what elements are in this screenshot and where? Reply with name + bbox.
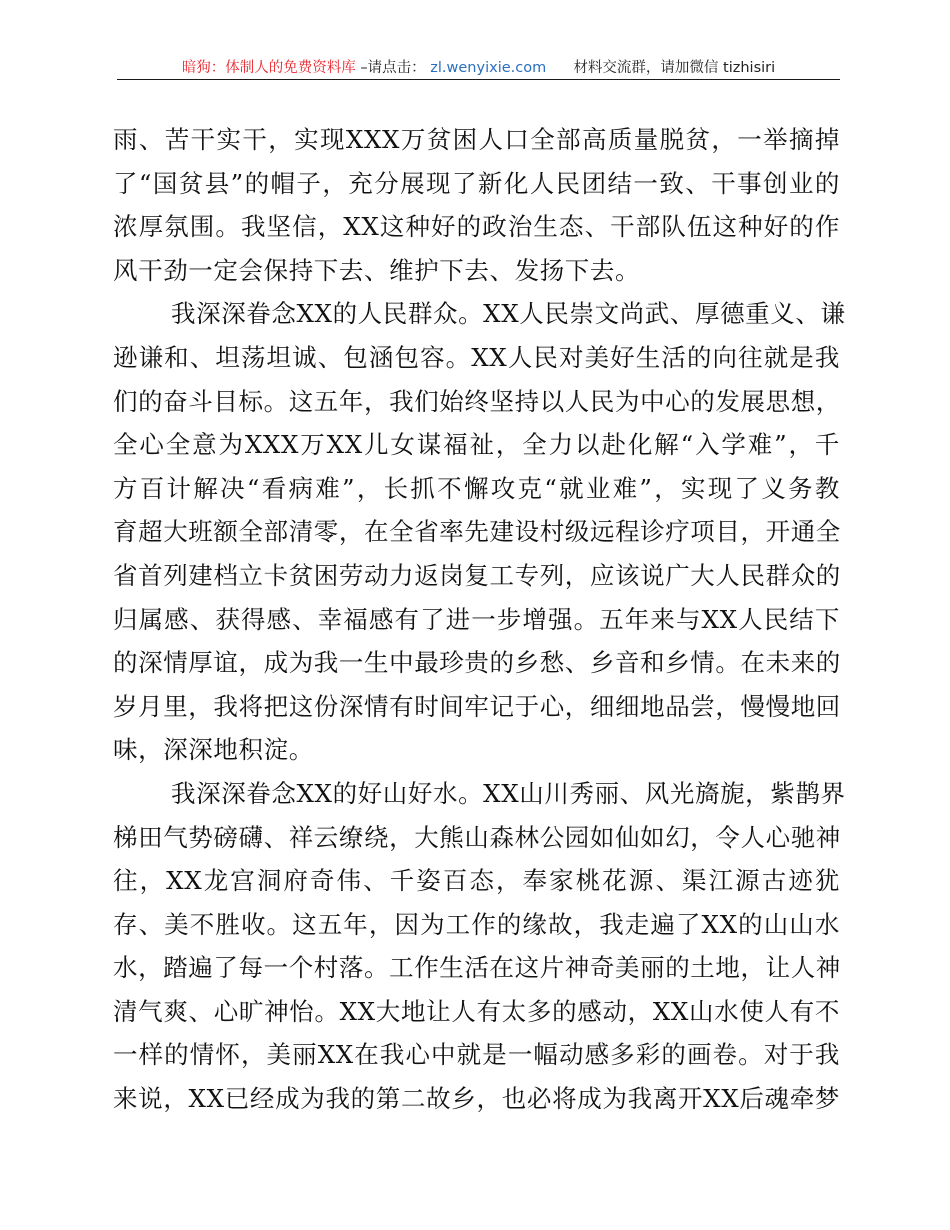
click-prompt-text: –请点击： bbox=[360, 60, 426, 76]
paragraph-first-line: 我深深眷念XX的人民群众。XX人民崇文尚武、厚德重义、谦 bbox=[171, 299, 846, 329]
text-line: 岁月里，我将把这份深情有时间牢记于心，细细地品尝，慢慢地回 bbox=[113, 691, 841, 721]
text-line: 存、美不胜收。这五年，因为工作的缘故，我走遍了XX的山山水 bbox=[113, 909, 840, 939]
text-line: 浓厚氛围。我坚信，XX这种好的政治生态、干部队伍这种好的作 bbox=[113, 212, 840, 242]
text-line: 的深情厚谊，成为我一生中最珍贵的乡愁、乡音和乡情。在未来的 bbox=[113, 648, 841, 678]
text-line: 清气爽、心旷神怡。XX大地让人有太多的感动，XX山水使人有不 bbox=[113, 996, 840, 1026]
text-line: 省首列建档立卡贫困劳动力返岗复工专列，应该说广大人民群众的 bbox=[113, 560, 841, 590]
text-line: 逊谦和、坦荡坦诚、包涵包容。XX人民对美好生活的向往就是我 bbox=[113, 342, 840, 372]
text-line: 味，深深地积淀。 bbox=[113, 735, 314, 765]
site-name-text: 暗狗：体制人的免费资料库 bbox=[181, 60, 356, 76]
document-body bbox=[113, 118, 846, 1121]
text-line: 们的奋斗目标。这五年，我们始终坚持以人民为中心的发展思想， bbox=[113, 386, 841, 416]
header-divider bbox=[117, 79, 840, 80]
text-line: 一样的情怀，美丽XX在我心中就是一幅动感多彩的画卷。对于我 bbox=[113, 1040, 840, 1070]
text-line: 全心全意为XXX万XX儿女谋福祉，全力以赴化解“入学难”，千 bbox=[113, 430, 840, 460]
text-line: 来说，XX已经成为我的第二故乡，也必将成为我离开XX后魂牵梦 bbox=[113, 1084, 840, 1114]
text-line: 水，踏遍了每一个村落。工作生活在这片神奇美丽的土地，让人神 bbox=[113, 953, 841, 983]
paragraph-first-line: 我深深眷念XX的好山好水。XX山川秀丽、风光旖旎，紫鹊界 bbox=[171, 778, 846, 808]
text-line: 风干劲一定会保持下去、维护下去、发扬下去。 bbox=[113, 255, 641, 285]
text-line: 梯田气势磅礴、祥云缭绕，大熊山森林公园如仙如幻，令人心驰神 bbox=[113, 822, 841, 852]
text-line: 雨、苦干实干，实现XXX万贫困人口全部高质量脱贫，一举摘掉 bbox=[113, 125, 840, 154]
text-line: 往，XX龙宫洞府奇伟、千姿百态，奉家桃花源、渠江源古迹犹 bbox=[113, 866, 840, 896]
site-link[interactable]: zl.wenyixie.com bbox=[430, 60, 547, 76]
text-line: 归属感、获得感、幸福感有了进一步增强。五年来与XX人民结下 bbox=[113, 604, 840, 634]
text-line: 方百计解决“看病难”，长抓不懈攻克“就业难”，实现了义务教 bbox=[113, 473, 840, 503]
text-line: 育超大班额全部清零，在全省率先建设村级远程诊疗项目，开通全 bbox=[113, 517, 841, 547]
group-contact-text: 材料交流群，请加微信 tizhisiri bbox=[573, 60, 776, 76]
page-header-banner bbox=[117, 58, 840, 78]
text-line: 了“国贫县”的帽子，充分展现了新化人民团结一致、干事创业的 bbox=[113, 168, 840, 198]
